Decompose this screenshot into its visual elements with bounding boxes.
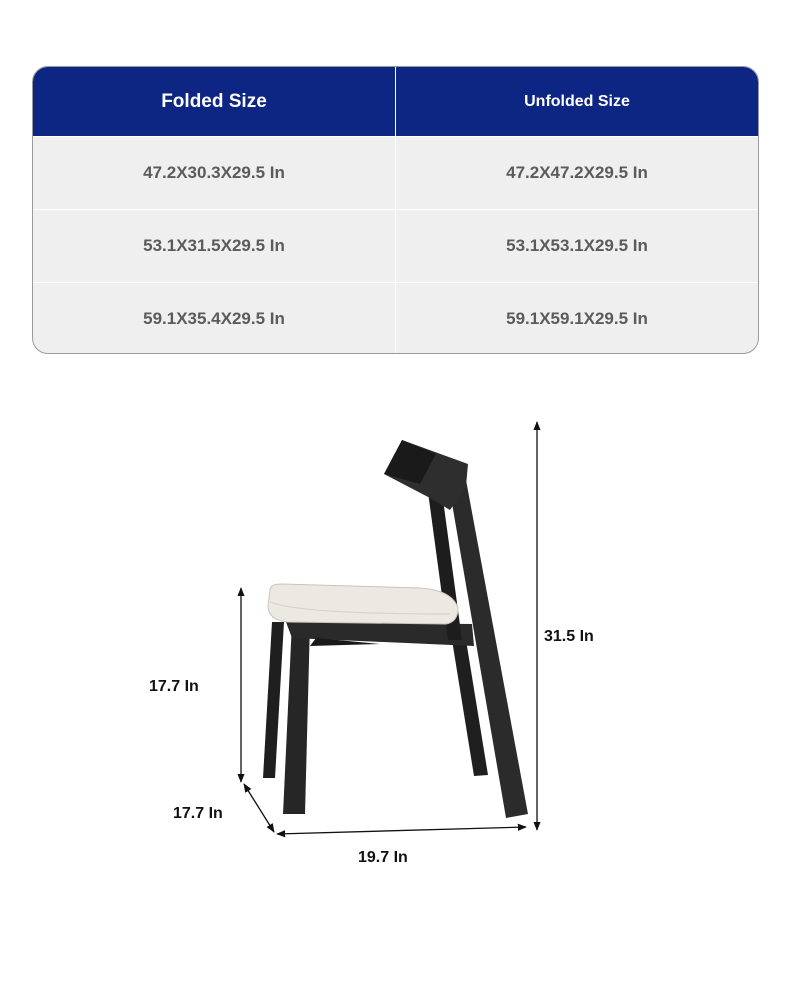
total-height-label: 31.5 In: [544, 628, 594, 645]
unfolded-size-cell: 53.1X53.1X29.5 In: [395, 210, 758, 282]
folded-size-cell: 47.2X30.3X29.5 In: [143, 163, 285, 182]
table-header-row: [33, 67, 758, 136]
width-arrow: [277, 827, 526, 834]
width-label: 19.7 In: [358, 849, 408, 866]
unfolded-size-header: Unfolded Size: [395, 67, 758, 136]
front-left-leg: [283, 622, 310, 814]
chair-dimension-figure: [0, 400, 790, 900]
depth-label: 17.7 In: [173, 805, 223, 822]
unfolded-size-cell: 47.2X47.2X29.5 In: [395, 137, 758, 209]
table-row: [33, 282, 758, 354]
chair-illustration: [0, 400, 790, 900]
seat-height-label: 17.7 In: [149, 678, 199, 695]
seat-cushion: [268, 584, 458, 624]
table-row: [33, 136, 758, 209]
unfolded-size-cell: 59.1X59.1X29.5 In: [395, 283, 758, 354]
rear-left-leg: [263, 622, 284, 778]
folded-size-cell: 53.1X31.5X29.5 In: [143, 236, 285, 255]
table-row: [33, 209, 758, 282]
folded-size-cell: 59.1X35.4X29.5 In: [143, 309, 285, 328]
depth-arrow: [244, 784, 274, 832]
size-table: [32, 66, 759, 354]
folded-size-header: Folded Size: [161, 90, 267, 112]
